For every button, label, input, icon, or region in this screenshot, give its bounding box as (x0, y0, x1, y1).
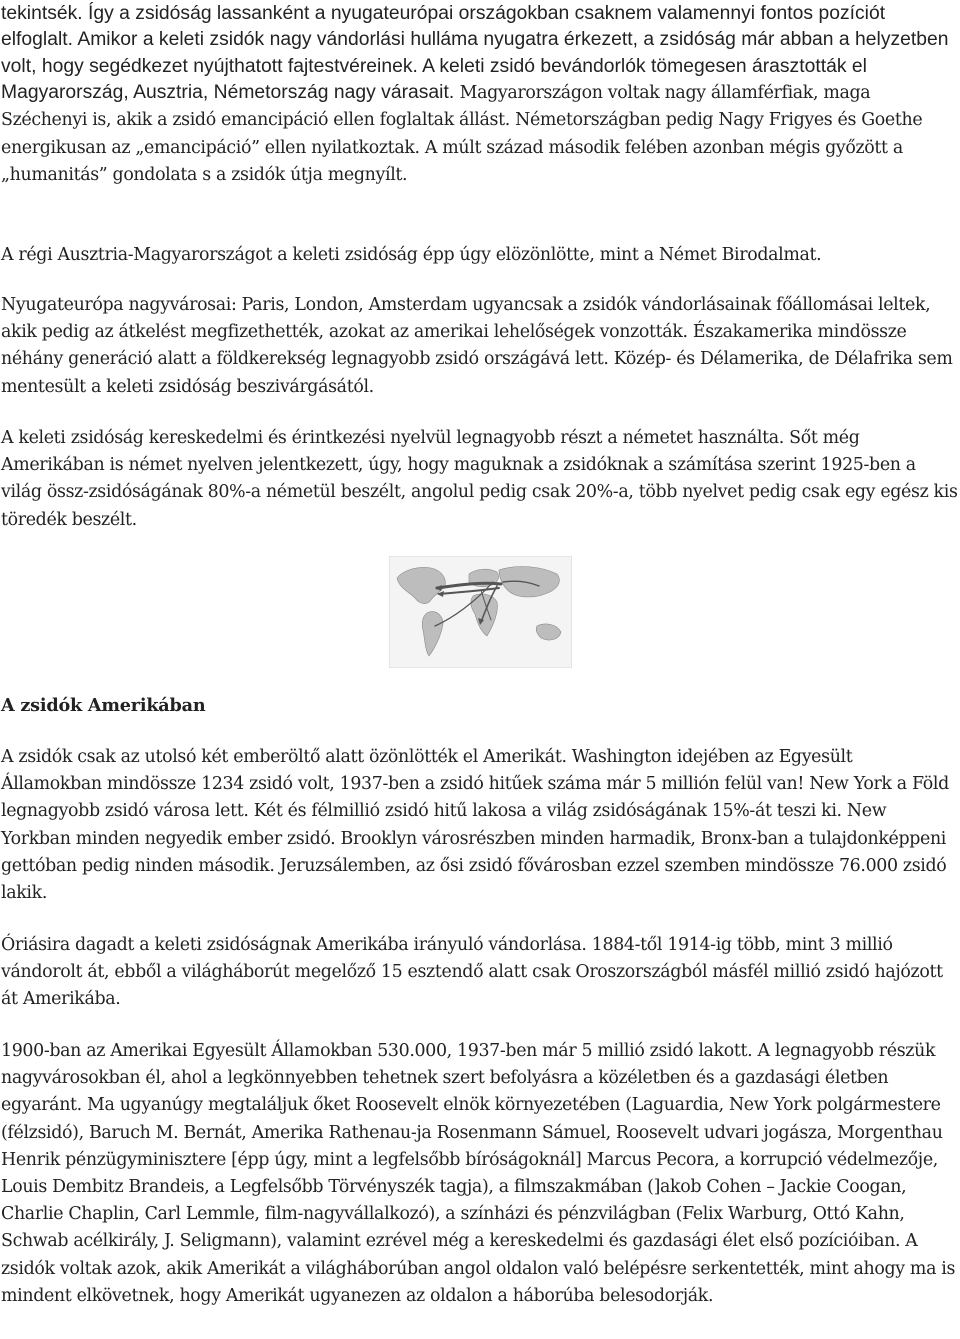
paragraph-america-population: A zsidók csak az utolsó két emberöltő alatt özönlötték el Amerikát. Washington idejében az Egyesült Államokban mindössze 1234 zsidó volt, 1937-ben a zsidó hitűek száma már 5 millión felül van! New York a Föld legnagyobb zsidó városa lett. Két és félmillió zsidó hitű lakosa a világ zsidóságának 15%-át teszi ki. New Yorkban minden negyedik ember zsidó. Brooklyn városrészben minden harmadik, Bronx-ban a tulajdonképpeni gettóban pedig ninden második. Jeruzsálemben, az ősi zsidó fővárosban ezzel szemben mindössze 76.000 zsidó lakik. (1, 747, 949, 904)
section-heading: A zsidók Amerikában (1, 695, 206, 716)
paragraph-migration-wave: Óriásira dagadt a keleti zsidóságnak Amerikába irányuló vándorlása. 1884-től 1914-ig több, mint 3 millió vándorolt át, ebből a világháborút megelőző 15 esztendő alatt csak Oroszországból másfél millió zsidó hajózott át Amerikába. (1, 935, 943, 1010)
paragraph-text: tekintsék. Így a zsidóság lassanként a nyugateurópai országokban csaknem valamennyi fontos pozíciót elfoglalt. Amikor a keleti zsidók nagy vándorlási hulláma nyugatra érkezett, a zsidóság már abban a helyzetben volt, hogy segédkezet nyújthatott fajtestvéreinek. A keleti zsidó bevándorlók tömegesen árasztották el Magyarország, Ausztria, Németország nagy várasait. (1, 3, 949, 104)
paragraph-emancipation (1, 1, 958, 189)
paragraph-text-continued: Magyarországon voltak nagy államférfiak, maga Széchenyi is, akik a zsidó emancipáció ellen foglaltak állást. Németországban pedig Nagy Frigyes és Goethe energikusan az „emancipáció” ellen nyilatkoztak. A múlt század második felében azonban mégis győzött a „humanitás” gondolata s a zsidók útja megnyílt. (1, 83, 923, 185)
paragraph-western-cities: Nyugateurópa nagyvárosai: Paris, London, Amsterdam ugyancsak a zsidók vándorlásainak főállomásai leltek, akik pedig az átkelést megfizethették, azokat az amerikai lehelőségek vonzották. Északamerika mindössze néhány generáció alatt a földkerekség legnagyobb zsidó országává lett. Közép- és Délamerika, de Délafrika sem mentesült a keleti zsidóság beszivárgásától. (1, 295, 953, 397)
paragraph-influence: 1900-ban az Amerikai Egyesült Államokban 530.000, 1937-ben már 5 millió zsidó lakott. A legnagyobb részük nagyvárosokban él, ahol a legkönnyebben tehetnek szert befolyásra a közéletben és a gazdasági életben egyaránt. Ma ugyanúgy megtaláljuk őket Roosevelt elnök környezetében (Laguardia, New York polgármestere (félzsidó), Baruch M. Bernát, Amerika Rathenau-ja Rosenmann Sámuel, Roosevelt udvari jogásza, Morgenthau Henrik pénzügyminisztere [épp úgy, mint a legfelsőbb bíróságoknál] Marcus Pecora, a korrupció védelmezője, Louis Dembitz Brandeis, a Legfelsőbb Törvényszék tagja), a filmszakmában (]akob Cohen – Jackie Coogan, Charlie Chaplin, Carl Lemmle, film-nagyvállalkozó), a színházi és pénzvilágban (Felix Warburg, Ottó Kahn, Schwab acélkirály, J. Seligmann), valamint ezrével még a kereskedelmi és gazdasági élet első pozícióiban. A zsidók voltak azok, akik Amerikát a világháborúban angol oldalon való belépésre serkentették, mint ahogy ma is mindent elkövetnek, hogy Amerikát ugyanezen az oldalon a háborúba belesodorják. (1, 1041, 956, 1306)
paragraph-austria-hungary: A régi Ausztria-Magyarországot a keleti zsidóság épp úgy elözönlötte, mint a Német Birodalmat. (1, 245, 822, 265)
paragraph-language: A keleti zsidóság kereskedelmi és érintkezési nyelvül legnagyobb részt a németet használta. Sőt még Amerikában is német nyelven jelentkezett, úgy, hogy maguknak a zsidóknak a számítása szerint 1925-ben a világ össz-zsidóságának 80%-a németül beszélt, angolul pedig csak 20%-a, több nyelvet pedig csak egy egész kis töredék beszélt. (1, 428, 958, 530)
world-map-figure (389, 556, 572, 668)
